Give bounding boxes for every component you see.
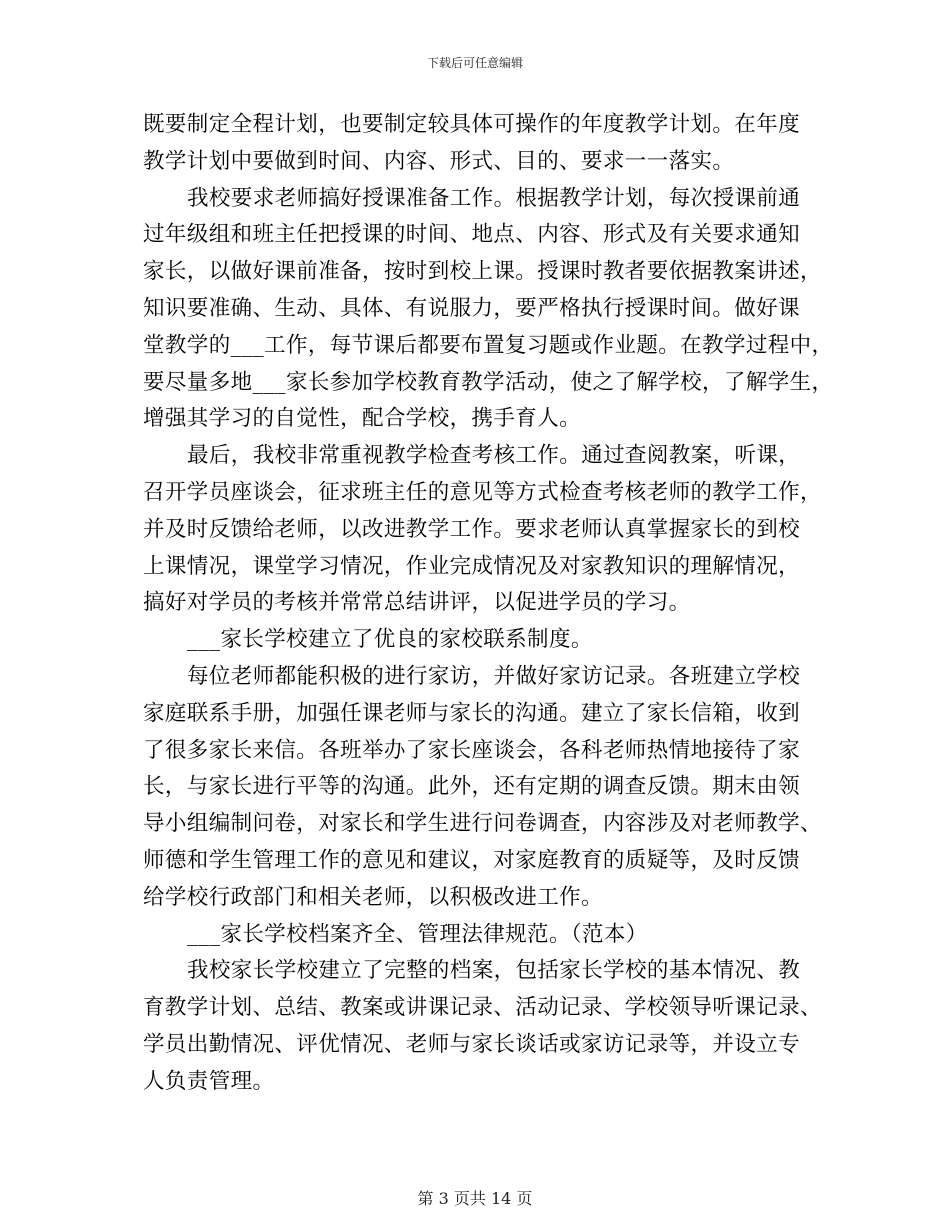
text-line: 长，与家长进行平等的沟通。此外，还有定期的调查反馈。期末由领 [143, 774, 801, 800]
text-line: 我校家长学校建立了完整的档案，包括家长学校的基本情况、教 [187, 958, 801, 984]
text-line: 并及时反馈给老师，以改进教学工作。要求老师认真掌握家长的到校 [143, 516, 801, 542]
text-line: 家庭联系手册，加强任课老师与家长的沟通。建立了家长信箱，收到 [143, 700, 801, 726]
page-header: 下载后可任意编辑 [426, 56, 523, 70]
text-line: 师德和学生管理工作的意见和建议，对家庭教育的质疑等，及时反馈 [143, 847, 801, 873]
text-line: 知识要准确、生动、具体、有说服力，要严格执行授课时间。做好课 [143, 295, 801, 321]
page-footer: 第 3 页共 14 页 [417, 1189, 533, 1208]
text-line: 过年级组和班主任把授课的时间、地点、内容、形式及有关要求通知 [143, 222, 801, 248]
text-line: 我校要求老师搞好授课准备工作。根据教学计划，每次授课前通 [187, 185, 801, 211]
text-line: 最后，我校非常重视教学检查考核工作。通过查阅教案，听课， [187, 443, 801, 469]
text-line: 给学校行政部门和相关老师，以积极改进工作。 [143, 884, 603, 910]
document-body [143, 107, 834, 1101]
text-line: ___家长学校建立了优良的家校联系制度。 [187, 627, 593, 653]
text-line: 堂教学的___工作，每节课后都要布置复习题或作业题。在教学过程中， [143, 332, 834, 358]
text-line: 既要制定全程计划，也要制定较具体可操作的年度教学计划。在年度 [143, 112, 801, 137]
text-line: 人负责管理。 [143, 1068, 275, 1094]
text-line: 要尽量多地___家长参加学校教育教学活动，使之了解学校，了解学生， [143, 369, 834, 395]
text-line: 家长，以做好课前准备，按时到校上课。授课时教者要依据教案讲述， [143, 259, 822, 285]
text-line: 了很多家长来信。各班举办了家长座谈会，各科老师热情地接待了家 [143, 737, 801, 763]
text-line: 导小组编制问卷，对家长和学生进行问卷调查，内容涉及对老师教学、 [143, 811, 822, 837]
text-line: 每位老师都能积极的进行家访，并做好家访记录。各班建立学校 [187, 663, 801, 689]
text-line: 学员出勤情况、评优情况、老师与家长谈话或家访记录等，并设立专 [143, 1031, 801, 1057]
text-line: 育教学计划、总结、教案或讲课记录、活动记录、学校领导听课记录、 [143, 995, 822, 1021]
text-line: 搞好对学员的考核并常常总结讲评，以促进学员的学习。 [143, 590, 691, 616]
text-line: 增强其学习的自觉性，配合学校，携手育人。 [143, 406, 582, 432]
text-line: 召开学员座谈会，征求班主任的意见等方式检查考核老师的教学工作， [143, 479, 822, 505]
text-line: 上课情况，课堂学习情况，作业完成情况及对家教知识的理解情况， [143, 553, 801, 579]
text-line: 教学计划中要做到时间、内容、形式、目的、要求一一落实。 [143, 148, 735, 174]
text-line: ___家长学校档案齐全、管理法律规范。（范本） [187, 921, 648, 947]
